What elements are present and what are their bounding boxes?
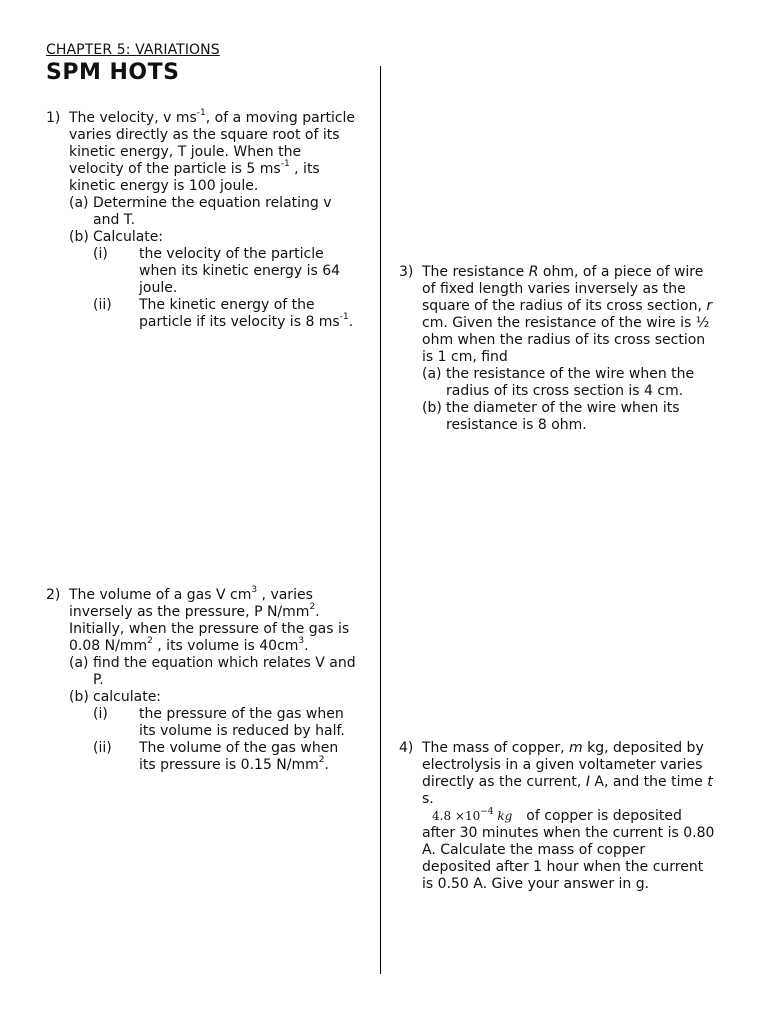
stem-text: s. xyxy=(422,791,434,807)
question-body xyxy=(69,587,358,774)
stem-text: of copper is deposited after 30 minutes when the current is 0.80 A. Calculate the mass of copper deposited after 1 hour when the current is 0.50 A. Give your answer in g. xyxy=(422,808,715,892)
part-label: (i) xyxy=(93,706,108,722)
part-b xyxy=(69,689,358,706)
math-expression xyxy=(432,808,512,825)
variable: t xyxy=(707,774,713,790)
part-text: the diameter of the wire when its resistance is 8 ohm. xyxy=(446,400,680,433)
stem-text: ohm, of a piece of wire of fixed length varies inversely as the square of the radius of its cross section, xyxy=(422,264,707,314)
variable: I xyxy=(585,774,590,790)
question-2 xyxy=(46,587,358,774)
stem-text: The mass of copper, xyxy=(422,740,569,756)
part-label: (b) xyxy=(69,689,89,705)
question-4 xyxy=(399,740,717,893)
question-body xyxy=(422,264,717,434)
part-b-ii xyxy=(69,740,358,774)
part-b xyxy=(69,229,358,246)
part-label: (b) xyxy=(422,400,442,416)
stem-text: The resistance xyxy=(422,264,529,280)
part-b xyxy=(422,400,717,434)
part-text: calculate: xyxy=(93,689,162,705)
stem-text: cm. Given the resistance of the wire is ½ ohm when the radius of its cross section is 1 cm, find xyxy=(422,315,710,365)
superscript: -1 xyxy=(339,312,349,323)
part-a xyxy=(422,366,717,400)
part-label: (b) xyxy=(69,229,89,245)
part-label: (a) xyxy=(69,655,89,671)
stem-text: . Initially, when the pressure of the gas is 0.08 N/mm xyxy=(69,604,350,654)
stem-text: , varies inversely as the pressure, P N/mm xyxy=(69,587,313,620)
part-label: (i) xyxy=(93,246,108,262)
question-stem-continued xyxy=(422,808,717,893)
question-body xyxy=(69,110,358,331)
stem-text: The velocity, v ms xyxy=(69,110,197,126)
part-a xyxy=(69,195,358,229)
part-label: (a) xyxy=(69,195,89,211)
part-label: (ii) xyxy=(93,740,112,756)
variable: r xyxy=(706,298,713,314)
part-text: Calculate: xyxy=(93,229,164,245)
part-label: (a) xyxy=(422,366,442,382)
stem-text: A, and the time xyxy=(589,774,708,790)
superscript: 2 xyxy=(147,636,153,647)
question-stem xyxy=(422,264,717,366)
question-stem xyxy=(69,110,358,195)
question-stem xyxy=(422,740,717,808)
question-number: 2) xyxy=(46,587,61,603)
part-b-ii xyxy=(69,297,358,331)
stem-text: The volume of a gas V cm xyxy=(69,587,252,603)
math-unit: kg xyxy=(497,809,513,823)
stem-text: , of a moving particle varies directly as the square root of its kinetic energy, T joule. When the velocity of the particle is 5 ms xyxy=(69,110,356,177)
part-a xyxy=(69,655,358,689)
part-text: The volume of the gas when its pressure is 0.15 N/mm xyxy=(139,740,339,773)
chapter-heading: CHAPTER 5: VARIATIONS xyxy=(46,42,220,58)
part-b-i xyxy=(69,706,358,740)
part-label: (ii) xyxy=(93,297,112,313)
superscript: 3 xyxy=(251,585,258,596)
question-stem xyxy=(69,587,358,655)
question-number: 1) xyxy=(46,110,61,126)
page-title: SPM HOTS xyxy=(46,60,180,85)
question-number: 4) xyxy=(399,740,414,756)
part-text: the resistance of the wire when the radius of its cross section is 4 cm. xyxy=(446,366,695,399)
question-3 xyxy=(399,264,717,434)
part-text: The kinetic energy of the particle if its velocity is 8 ms xyxy=(139,297,340,330)
part-text: . xyxy=(348,314,354,330)
question-number: 3) xyxy=(399,264,414,280)
column-divider xyxy=(380,66,381,974)
variable: R xyxy=(528,264,539,280)
stem-text: . xyxy=(304,638,309,654)
math-coefficient: 4.8 ×10 xyxy=(432,809,481,823)
superscript: -1 xyxy=(280,159,290,170)
math-exponent: −4 xyxy=(480,807,494,817)
superscript: -1 xyxy=(196,108,206,119)
part-text: find the equation which relates V and P. xyxy=(93,655,356,688)
part-text: the velocity of the particle when its kinetic energy is 64 joule. xyxy=(139,246,341,296)
question-body xyxy=(422,740,717,893)
superscript: 3 xyxy=(298,636,305,647)
part-text: the pressure of the gas when its volume is reduced by half. xyxy=(139,706,345,739)
part-b-i xyxy=(69,246,358,297)
superscript: 2 xyxy=(309,602,316,613)
question-1 xyxy=(46,110,358,331)
superscript: 2 xyxy=(318,755,325,766)
stem-text: kg, deposited by electrolysis in a given voltameter varies directly as the current, xyxy=(422,740,704,790)
variable: m xyxy=(569,740,583,756)
part-text: Determine the equation relating v and T. xyxy=(93,195,332,228)
part-text: . xyxy=(324,757,329,773)
stem-text: , its volume is 40cm xyxy=(152,638,299,654)
stem-text: , its kinetic energy is 100 joule. xyxy=(69,161,320,194)
